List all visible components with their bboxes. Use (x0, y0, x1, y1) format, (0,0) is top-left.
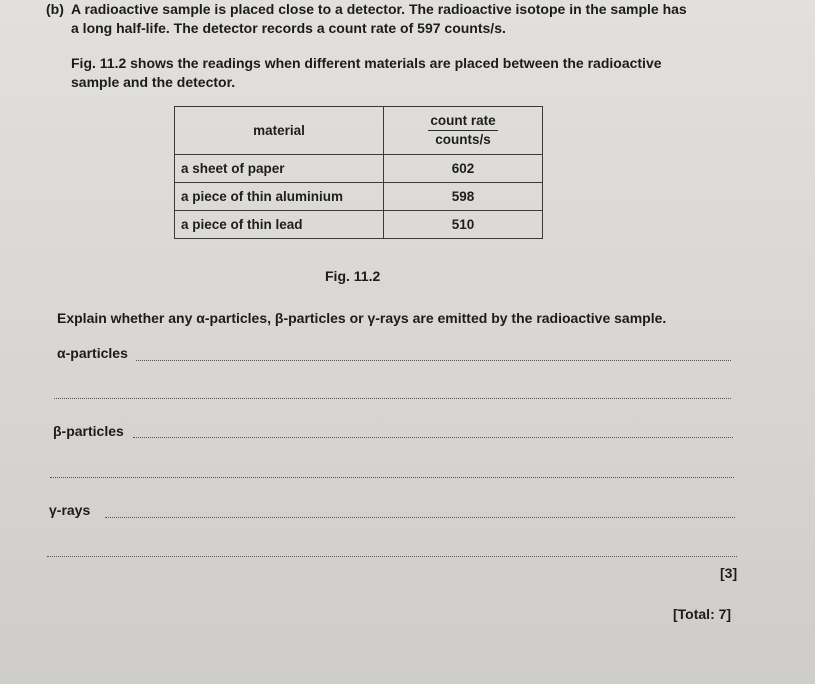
header-count-rate-unit: counts/s (435, 132, 491, 147)
gamma-label: γ-rays (49, 502, 91, 518)
beta-label: β-particles (53, 423, 124, 439)
row-material: a piece of thin lead (175, 211, 384, 239)
question-prompt: Explain whether any α-particles, β-particles or γ-rays are emitted by the radioactive sample. (57, 310, 667, 326)
row-material: a piece of thin aluminium (175, 183, 384, 211)
header-count-rate-label: count rate (428, 113, 497, 131)
total-label: [Total: 7] (673, 606, 732, 622)
table-row (175, 183, 543, 211)
figure-ref-line-2: sample and the detector. (71, 74, 236, 90)
header-material: material (175, 107, 384, 155)
header-count-rate (384, 107, 543, 155)
gamma-answer-line-1[interactable] (105, 517, 735, 518)
row-count-rate: 598 (384, 183, 543, 211)
row-count-rate: 602 (384, 155, 543, 183)
figure-caption: Fig. 11.2 (325, 268, 381, 284)
marks-label: [3] (720, 565, 738, 581)
part-label: (b) (46, 1, 64, 17)
intro-line-2: a long half-life. The detector records a count rate of 597 counts/s. (71, 20, 506, 36)
table-header-row (175, 107, 543, 155)
beta-answer-line-1[interactable] (133, 437, 733, 438)
count-rate-table (174, 106, 543, 239)
gamma-answer-line-2[interactable] (47, 556, 737, 557)
alpha-label: α-particles (57, 345, 128, 361)
figure-ref-line-1: Fig. 11.2 shows the readings when different materials are placed between the radioactive (71, 55, 662, 71)
alpha-answer-line-1[interactable] (136, 360, 731, 361)
row-count-rate: 510 (384, 211, 543, 239)
table-row (175, 155, 543, 183)
row-material: a sheet of paper (175, 155, 384, 183)
table-row (175, 211, 543, 239)
alpha-answer-line-2[interactable] (54, 398, 731, 399)
beta-answer-line-2[interactable] (50, 477, 734, 478)
intro-line-1: A radioactive sample is placed close to a detector. The radioactive isotope in the sample has (71, 1, 687, 17)
